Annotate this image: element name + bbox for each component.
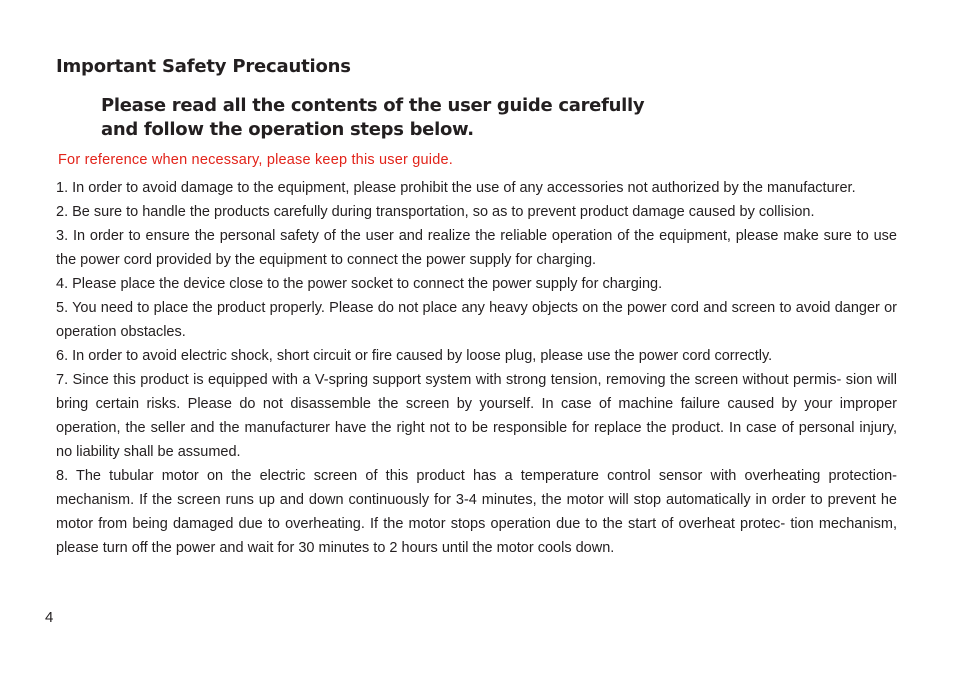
precaution-item: 4. Please place the device close to the power socket to connect the power supply for charging. xyxy=(56,276,663,292)
precaution-item: 2. Be sure to handle the products carefully during transportation, so as to prevent product damage caused by collision. xyxy=(56,204,815,220)
precaution-item: 1. In order to avoid damage to the equipment, please prohibit the use of any accessories not authorized by the manufacturer. xyxy=(56,180,856,196)
precaution-item: 8. The tubular motor on the electric screen of this product has a temperature control sensor with overheating protection- mechanism. If the screen runs up and down continuously for 3-4 minutes, the motor will stop automatically in order to prevent he motor from being damaged due to overheating. If the motor stops operation due to the start of overheat protec- tion mechanism, please turn off the power and wait for 30 minutes to 2 hours until the motor cools down. xyxy=(56,468,897,556)
instruction-heading-line: and follow the operation steps below. xyxy=(101,119,474,140)
precautions-list xyxy=(56,176,897,560)
page-number: 4 xyxy=(45,609,54,626)
precaution-item: 6. In order to avoid electric shock, short circuit or fire caused by loose plug, please use the power cord correctly. xyxy=(56,348,773,364)
reference-note: For reference when necessary, please keep this user guide. xyxy=(58,152,453,168)
instruction-heading-line: Please read all the contents of the user guide carefully xyxy=(101,95,645,116)
instruction-heading xyxy=(101,94,701,142)
precaution-item: 3. In order to ensure the personal safety of the user and realize the reliable operation of the equipment, please make sure to use the power cord provided by the equipment to connect the power supply for charging. xyxy=(56,228,897,268)
page-title: Important Safety Precautions xyxy=(56,56,351,77)
precaution-item: 7. Since this product is equipped with a V-spring support system with strong tension, removing the screen without permis- sion will bring certain risks. Please do not disassemble the screen by yourself. In case of machine failure caused by your improper operation, the seller and the manufacturer have the right not to be responsible for replace the product. In case of personal injury, no liability shall be assumed. xyxy=(56,372,897,460)
precaution-item: 5. You need to place the product properly. Please do not place any heavy objects on the power cord and screen to avoid danger or operation obstacles. xyxy=(56,300,897,340)
